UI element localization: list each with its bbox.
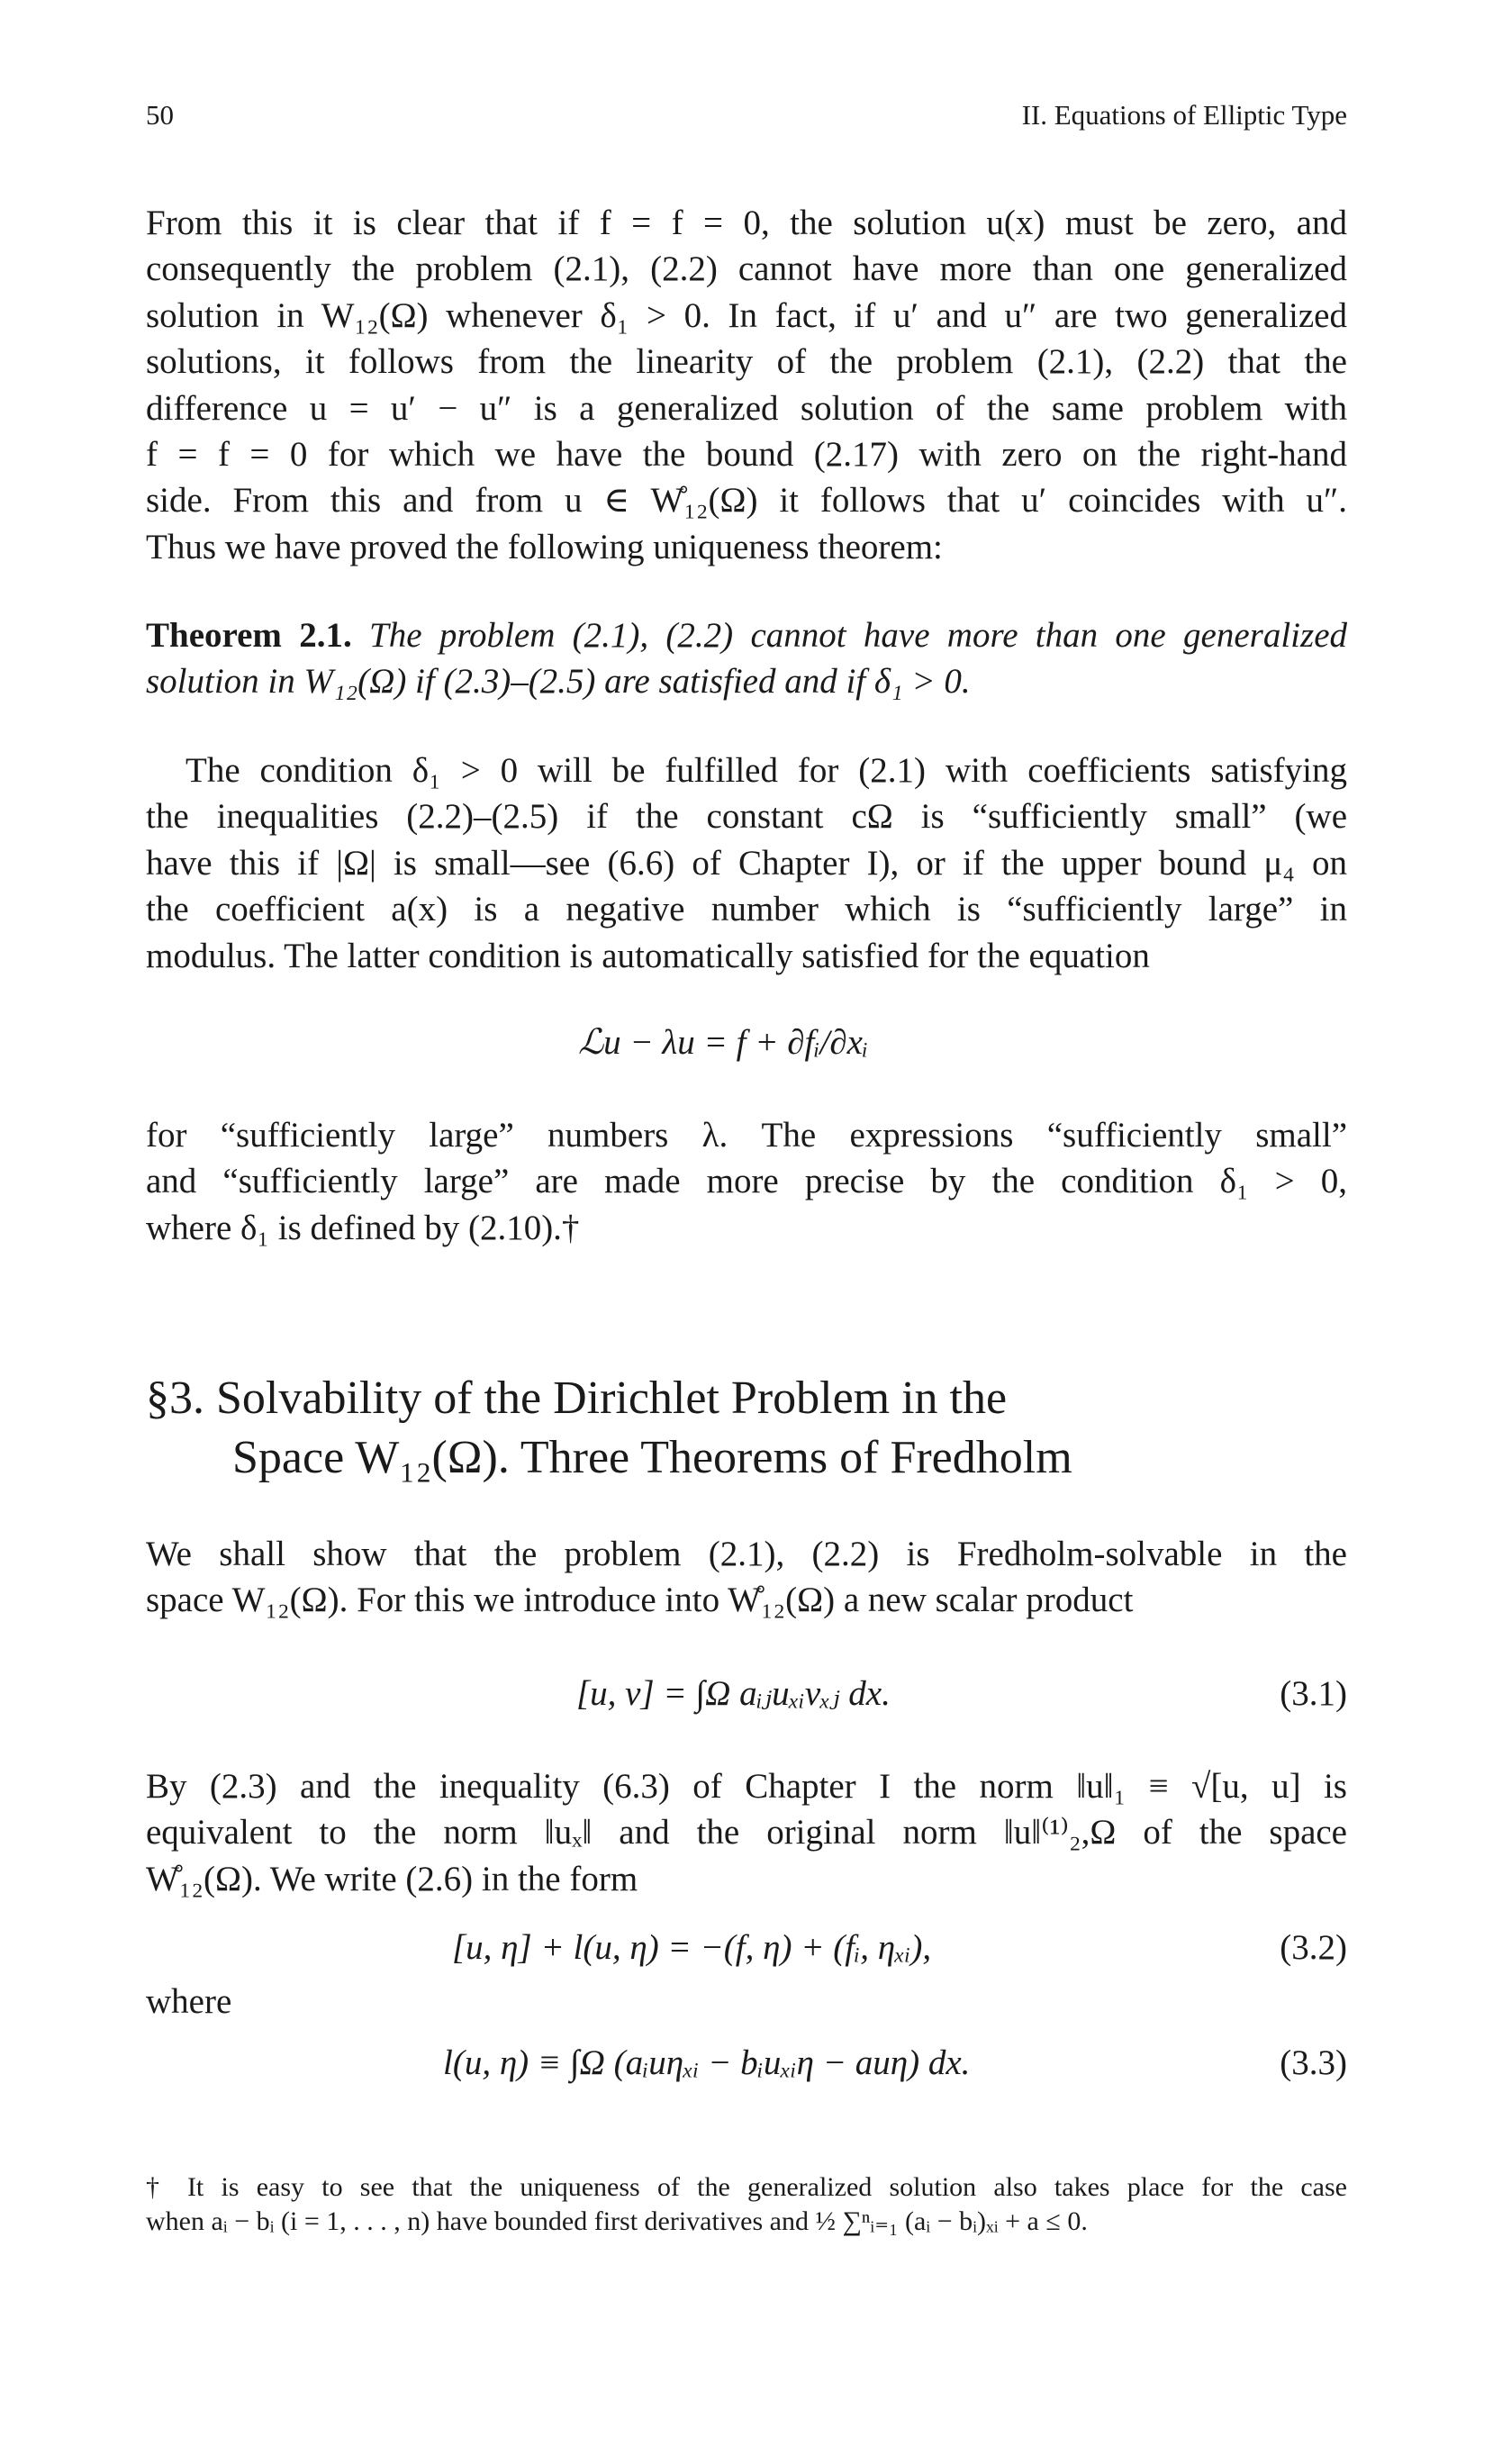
text-line: W̊₁₂(Ω). We write (2.6) in the form: [146, 1859, 638, 1898]
theorem-statement: solution in W₁₂(Ω) if (2.3)–(2.5) are satisfied and if δ₁ > 0.: [146, 662, 971, 702]
section-title-line: Space W₁₂(Ω). Three Theorems of Fredholm: [232, 1432, 1072, 1483]
where-label-row: [146, 1981, 1347, 2044]
text-line: solutions, it follows from the linearity of the problem (2.1), (2.2) that the: [146, 342, 1347, 382]
equation-main: [146, 1022, 1347, 1085]
running-title: II. Equations of Elliptic Type: [1021, 99, 1347, 131]
text-line: solution in W₁₂(Ω) whenever δ₁ > 0. In fact, if u′ and u″ are two generalized: [146, 295, 1347, 335]
text-line: the coefficient a(x) is a negative number which is “sufficiently large” in: [146, 890, 1347, 929]
text-line: and “sufficiently large” are made more precise by the condition δ₁ > 0,: [146, 1162, 1347, 1201]
text-line: difference u = u′ − u″ is a generalized solution of the same problem with: [146, 388, 1347, 428]
footnote-line: † It is easy to see that the uniqueness of the generalized solution also takes place for the case: [146, 2172, 1347, 2202]
text-line: f = f = 0 for which we have the bound (2.17) with zero on the right-hand: [146, 435, 1347, 475]
equation-body: [u, v] = ∫Ω aᵢⱼuₓᵢvₓⱼ dx.: [576, 1674, 891, 1713]
paragraph-fredholm: [146, 1531, 1347, 1624]
where-label: where: [146, 1982, 232, 2021]
text-line: From this it is clear that if f = f = 0, the solution u(x) must be zero, and: [146, 204, 1347, 242]
paragraph-norm: [146, 1763, 1347, 1902]
text-line: Thus we have proved the following uniqueness theorem:: [146, 527, 943, 566]
equation-3-3: [146, 2043, 1347, 2106]
footnote: [146, 2170, 1347, 2239]
text-line: We shall show that the problem (2.1), (2.2) is Fredholm-solvable in the: [146, 1535, 1347, 1573]
text-line: the inequalities (2.2)–(2.5) if the constant cΩ is “sufficiently small” (we: [146, 797, 1347, 837]
theorem-statement: The problem (2.1), (2.2) cannot have more than one generalized: [351, 616, 1347, 655]
text-line: have this if |Ω| is small—see (6.6) of Chapter I), or if the upper bound μ₄ on: [146, 843, 1347, 883]
equation-body: ℒu − λu = f + ∂fᵢ/∂xᵢ: [578, 1023, 869, 1062]
paragraph-uniqueness: [146, 200, 1347, 570]
footnote-line: when aᵢ − bᵢ (i = 1, . . . , n) have bounded first derivatives and ½ ∑ⁿᵢ₌₁ (aᵢ − bᵢ)ₓᵢ + a ≤ 0.: [146, 2206, 1088, 2236]
text-line: space W₁₂(Ω). For this we introduce into W̊₁₂(Ω) a new scalar product: [146, 1581, 1134, 1620]
equation-3-1: [146, 1673, 1347, 1736]
theorem-heading: Theorem 2.1.: [146, 616, 352, 655]
text-line: By (2.3) and the inequality (6.3) of Chapter I the norm ‖u‖₁ ≡ √[u, u] is: [146, 1767, 1347, 1806]
text-line: for “sufficiently large” numbers λ. The expressions “sufficiently small”: [146, 1116, 1347, 1155]
equation-number: (3.1): [1280, 1674, 1347, 1713]
equation-number: (3.3): [1280, 2043, 1347, 2082]
section-heading: [146, 1369, 1347, 1488]
text-line: equivalent to the norm ‖uₓ‖ and the original norm ‖u‖⁽¹⁾₂,Ω of the space: [146, 1813, 1347, 1853]
equation-body: l(u, η) ≡ ∫Ω (aᵢuηₓᵢ − bᵢuₓᵢη − auη) dx.: [443, 2043, 971, 2082]
page-header: [146, 99, 1347, 144]
theorem-2-1: [146, 612, 1347, 705]
equation-body: [u, η] + l(u, η) = −(f, η) + (fᵢ, ηₓᵢ),: [452, 1928, 932, 1967]
text-line: modulus. The latter condition is automatically satisfied for the equation: [146, 936, 1150, 975]
paragraph-condition: [146, 747, 1347, 979]
text-line: side. From this and from u ∈ W̊₁₂(Ω) it follows that u′ coincides with u″.: [146, 481, 1347, 521]
section-title-line: §3. Solvability of the Dirichlet Problem in the: [146, 1372, 1008, 1424]
text-line: where δ₁ is defined by (2.10).†: [146, 1208, 580, 1247]
page-number: 50: [146, 99, 174, 131]
paragraph-expressions: [146, 1112, 1347, 1251]
text-line: The condition δ₁ > 0 will be fulfilled for (2.1) with coefficients satisfying: [185, 751, 1347, 790]
text-line: consequently the problem (2.1), (2.2) cannot have more than one generalized: [146, 249, 1347, 289]
equation-number: (3.2): [1280, 1928, 1347, 1967]
